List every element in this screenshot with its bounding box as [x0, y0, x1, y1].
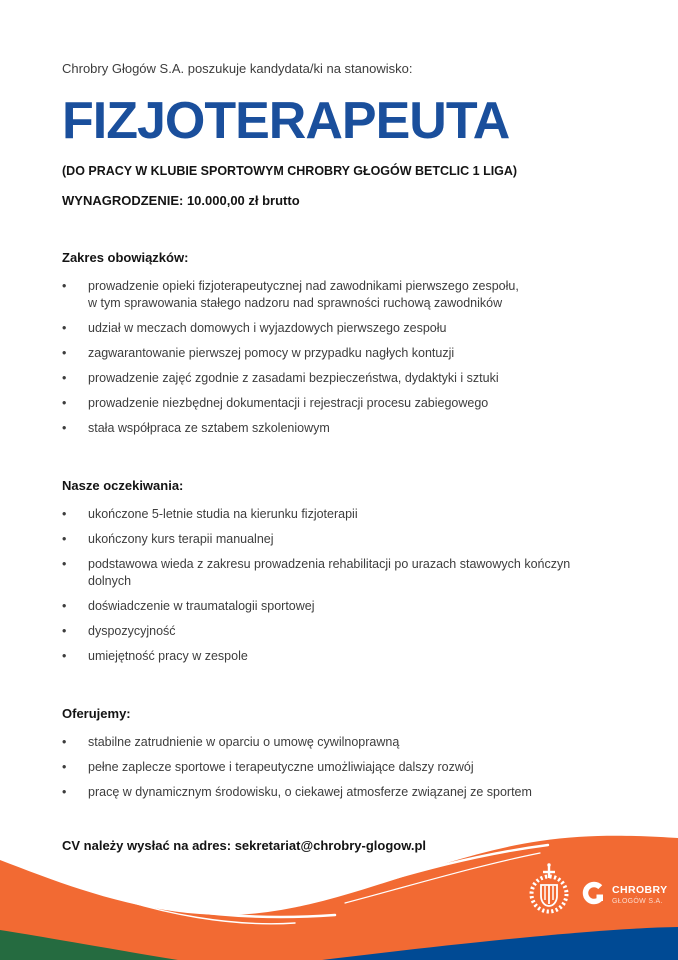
footer-wave-graphic: [0, 835, 678, 960]
bullet-dot: •: [62, 396, 67, 410]
salary-line: WYNAGRODZENIE: 10.000,00 zł brutto: [62, 193, 300, 208]
intro-line: Chrobry Głogów S.A. poszukuje kandydata/ki na stanowisko:: [62, 61, 413, 76]
brand-name: CHROBRY: [612, 884, 668, 896]
section-heading: Oferujemy:: [62, 706, 131, 721]
contact-line: CV należy wysłać na adres: sekretariat@chrobry-glogow.pl: [62, 838, 427, 853]
list-item: [62, 370, 620, 387]
list-item-text: doświadczenie w traumatalogii sportowej: [88, 599, 315, 613]
bullet-dot: •: [62, 624, 67, 638]
bullet-dot: •: [62, 649, 67, 663]
list-item-text: stabilne zatrudnienie w oparciu o umowę cywilnoprawną: [88, 735, 400, 749]
list-item-text: prowadzenie niezbędnej dokumentacji i rejestracji procesu zabiegowego: [88, 396, 489, 410]
list-item: [62, 345, 620, 362]
bullet-dot: •: [62, 321, 67, 335]
list-item: [62, 734, 620, 751]
list-item: [62, 320, 620, 337]
list-item: [62, 759, 620, 776]
bullet-dot: •: [62, 371, 67, 385]
bullet-dot: •: [62, 760, 67, 774]
list-item-text: zagwarantowanie pierwszej pomocy w przypadku nagłych kontuzji: [88, 346, 455, 360]
list-item-text: stała współpraca ze sztabem szkoleniowym: [88, 421, 330, 435]
list-item: [62, 395, 620, 412]
brand-subtitle: GŁOGÓW S.A.: [612, 898, 663, 905]
bullet-dot: •: [62, 346, 67, 360]
section-expectations: [62, 477, 620, 665]
section-heading: Zakres obowiązków:: [62, 250, 189, 265]
list-item: [62, 598, 620, 615]
bullet-dot: •: [62, 421, 67, 435]
footer: [0, 835, 678, 960]
list-item: [62, 531, 620, 548]
list-item: [62, 506, 620, 523]
bullet-dot: •: [62, 557, 67, 571]
list-item-text: udział w meczach domowych i wyjazdowych pierwszego zespołu: [88, 321, 447, 335]
job-subtitle: (DO PRACY W KLUBIE SPORTOWYM CHROBRY GŁOGÓW BETCLIC 1 LIGA): [62, 164, 518, 178]
list-item-text: ukończone 5-letnie studia na kierunku fizjoterapii: [88, 507, 358, 521]
bullet-dot: •: [62, 735, 67, 749]
list-item: [62, 623, 620, 640]
list-item: [62, 784, 620, 801]
list-item-text: pełne zaplecze sportowe i terapeutyczne umożliwiające dalszy rozwój: [88, 760, 474, 774]
page-title: FIZJOTERAPEUTA: [62, 92, 510, 150]
list-item: [62, 278, 620, 312]
bullet-dot: •: [62, 785, 67, 799]
list-item-text: prowadzenie zajęć zgodnie z zasadami bezpieczeństwa, dydaktyki i sztuki: [88, 371, 499, 385]
list-item-text: dyspozycyjność: [88, 624, 176, 638]
list-item: [62, 648, 620, 665]
section-duties: [62, 249, 620, 437]
list-item: [62, 556, 620, 590]
section-offer: [62, 705, 620, 801]
bullet-dot: •: [62, 279, 67, 293]
bullet-dot: •: [62, 532, 67, 546]
list-item-text: prowadzenie opieki fizjoterapeutycznej nad zawodnikami pierwszego zespołu, w tym sprawowania stałego nadzoru nad sprawności ruchową zawodników: [88, 279, 519, 310]
list-item-text: ukończony kurs terapii manualnej: [88, 532, 274, 546]
list-item-text: podstawowa wieda z zakresu prowadzenia rehabilitacji po urazach stawowych kończyn dolnych: [88, 557, 571, 588]
list-item: [62, 420, 620, 437]
list-item-text: pracę w dynamicznym środowisku, o ciekawej atmosferze związanej ze sportem: [88, 785, 532, 799]
section-heading: Nasze oczekiwania:: [62, 478, 184, 493]
bullet-dot: •: [62, 507, 67, 521]
bullet-dot: •: [62, 599, 67, 613]
list-item-text: umiejętność pracy w zespole: [88, 649, 248, 663]
